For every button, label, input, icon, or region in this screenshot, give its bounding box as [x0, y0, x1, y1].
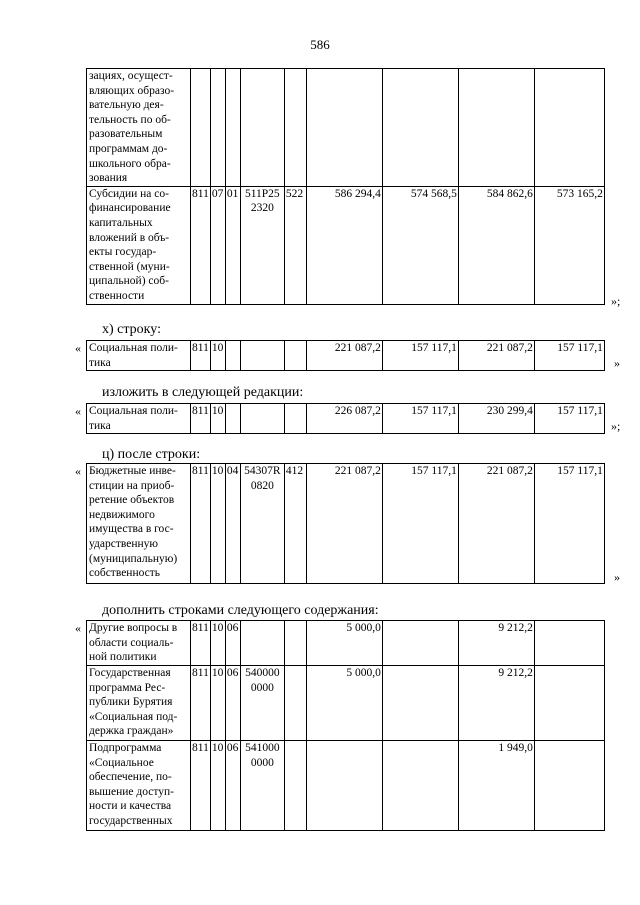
cell-sum-2: 157 117,1	[382, 404, 458, 434]
cell-sum-2: 157 117,1	[382, 341, 458, 371]
cell-sum-4	[534, 621, 604, 666]
cell-line: 511P25	[244, 187, 280, 200]
cell-line: вательную дея-	[89, 99, 164, 112]
closing-quote: »	[614, 356, 620, 370]
cell-line: 0000	[250, 756, 274, 769]
cell-line: зациях, осущест-	[89, 70, 173, 82]
cell-sum-4: 157 117,1	[534, 404, 604, 434]
cell-csr	[240, 464, 284, 584]
cell-sum-4: 573 165,2	[534, 186, 604, 304]
cell-rz: 10	[210, 741, 225, 831]
cell-name	[87, 464, 191, 584]
cell-name	[87, 186, 191, 304]
cell-sum-4	[534, 666, 604, 741]
cell-sum-1: 226 087,2	[306, 404, 382, 434]
budget-table-old-row	[86, 340, 605, 371]
cell-ved: 811	[191, 341, 211, 371]
closing-quote: »;	[611, 294, 621, 308]
cell-vr	[284, 69, 306, 187]
cell-sum-2	[382, 621, 458, 666]
cell-sum-3: 9 212,2	[458, 666, 534, 741]
opening-quote: «	[75, 341, 81, 355]
cell-sum-3: 1 949,0	[458, 741, 534, 831]
cell-line: школьного обра-	[89, 157, 171, 170]
cell-line: «Социальное	[89, 756, 154, 769]
cell-line: публики Бурятия	[89, 696, 173, 709]
cell-line: финансирование	[89, 202, 171, 215]
cell-csr	[240, 404, 284, 434]
cell-line: области социаль-	[89, 636, 174, 649]
cell-line: Подпрограмма	[89, 742, 162, 754]
cell-line: программам до-	[89, 142, 168, 155]
cell-line: Социальная поли-	[89, 342, 178, 354]
cell-name	[87, 404, 191, 434]
cell-line: (муниципальную)	[89, 552, 178, 565]
cell-line: разовательным	[89, 128, 163, 141]
cell-vr: 522	[284, 186, 306, 304]
cell-sum-2	[382, 741, 458, 831]
instruction-add: дополнить строками следующего содержания:	[102, 603, 379, 618]
cell-sum-1	[306, 741, 382, 831]
table-row	[87, 404, 605, 434]
table-row	[87, 186, 605, 304]
instruction-x: х) строку:	[102, 322, 161, 337]
cell-line: государственных	[89, 814, 173, 827]
cell-line: Социальная поли-	[89, 405, 178, 417]
cell-sum-3: 584 862,6	[458, 186, 534, 304]
cell-line: ципальной) соб-	[89, 275, 169, 288]
cell-rz: 10	[210, 621, 225, 666]
cell-ved: 811	[191, 666, 211, 741]
cell-ved	[191, 69, 211, 187]
table-row	[87, 464, 605, 584]
cell-line: недвижимого	[89, 508, 155, 521]
cell-sum-4: 157 117,1	[534, 341, 604, 371]
cell-line: зования	[89, 172, 128, 185]
cell-csr	[240, 69, 284, 187]
cell-sum-1: 5 000,0	[306, 621, 382, 666]
cell-sum-3	[458, 69, 534, 187]
cell-sum-3: 221 087,2	[458, 464, 534, 584]
cell-line: ретение объектов	[89, 494, 175, 507]
cell-csr	[240, 621, 284, 666]
cell-line: Другие вопросы в	[89, 622, 178, 634]
page-number: 586	[310, 37, 330, 52]
cell-ved: 811	[191, 404, 211, 434]
cell-pr: 01	[225, 186, 240, 304]
cell-sum-2: 574 568,5	[382, 186, 458, 304]
cell-line: 0820	[250, 479, 274, 492]
table-row	[87, 621, 605, 666]
cell-sum-3: 230 299,4	[458, 404, 534, 434]
cell-pr: 06	[225, 621, 240, 666]
cell-sum-4	[534, 741, 604, 831]
cell-name	[87, 341, 191, 371]
instruction-ts: ц) после строки:	[102, 447, 201, 462]
cell-line: вышение доступ-	[89, 785, 175, 798]
cell-name	[87, 621, 191, 666]
cell-rz: 10	[210, 464, 225, 584]
cell-line: ности и качества	[89, 800, 172, 813]
cell-vr	[284, 404, 306, 434]
cell-line: собственность	[89, 567, 161, 580]
cell-vr	[284, 341, 306, 371]
cell-line: Бюджетные инве-	[89, 465, 176, 477]
cell-line: «Социальная под-	[89, 710, 178, 723]
table-row	[87, 666, 605, 741]
cell-sum-2	[382, 69, 458, 187]
cell-ved: 811	[191, 621, 211, 666]
cell-sum-4	[534, 69, 604, 187]
cell-pr: 06	[225, 666, 240, 741]
table-row	[87, 341, 605, 371]
cell-rz: 10	[210, 666, 225, 741]
cell-vr	[284, 666, 306, 741]
cell-line: тика	[89, 419, 111, 432]
budget-table-added-rows	[86, 620, 605, 831]
table-row	[87, 69, 605, 187]
cell-ved: 811	[191, 186, 211, 304]
cell-line: екты государ-	[89, 246, 157, 259]
budget-table-continuation	[86, 68, 605, 305]
cell-vr	[284, 621, 306, 666]
cell-rz: 10	[210, 404, 225, 434]
cell-sum-1: 221 087,2	[306, 464, 382, 584]
cell-line: 0000	[250, 681, 274, 694]
budget-table-new-row	[86, 403, 605, 434]
cell-line: 541000	[245, 742, 280, 754]
cell-pr	[225, 404, 240, 434]
cell-line: обеспечение, по-	[89, 771, 172, 784]
cell-line: 54307R	[244, 465, 281, 477]
cell-line: держка граждан»	[89, 725, 174, 738]
cell-line: тельность по об-	[89, 113, 171, 126]
opening-quote: «	[75, 464, 81, 478]
cell-line: программа Рес-	[89, 681, 166, 694]
cell-vr: 412	[284, 464, 306, 584]
cell-sum-2	[382, 666, 458, 741]
cell-sum-2: 157 117,1	[382, 464, 458, 584]
closing-quote: »;	[611, 419, 621, 433]
budget-table-anchor-row	[86, 463, 605, 584]
cell-csr	[240, 741, 284, 831]
cell-name	[87, 69, 191, 187]
cell-csr	[240, 186, 284, 304]
cell-ved: 811	[191, 464, 211, 584]
cell-line: Государственная	[89, 667, 171, 679]
cell-line: ной политики	[89, 651, 157, 664]
opening-quote: «	[75, 621, 81, 635]
cell-sum-1: 221 087,2	[306, 341, 382, 371]
cell-sum-1: 586 294,4	[306, 186, 382, 304]
cell-line: тика	[89, 356, 111, 369]
table-row	[87, 741, 605, 831]
cell-sum-1: 5 000,0	[306, 666, 382, 741]
cell-name	[87, 666, 191, 741]
cell-csr	[240, 666, 284, 741]
cell-line: вляющих образо-	[89, 84, 175, 97]
cell-rz: 07	[210, 186, 225, 304]
cell-line: капитальных	[89, 216, 153, 229]
cell-line: 540000	[245, 667, 280, 679]
closing-quote: »	[614, 570, 620, 584]
cell-pr: 04	[225, 464, 240, 584]
cell-sum-1	[306, 69, 382, 187]
cell-name	[87, 741, 191, 831]
cell-sum-3: 9 212,2	[458, 621, 534, 666]
cell-sum-3: 221 087,2	[458, 341, 534, 371]
cell-line: ственности	[89, 289, 145, 302]
cell-pr	[225, 69, 240, 187]
instruction-replace: изложить в следующей редакции:	[102, 385, 304, 400]
cell-rz	[210, 69, 225, 187]
cell-line: ственной (муни-	[89, 260, 170, 273]
cell-pr: 06	[225, 741, 240, 831]
cell-ved: 811	[191, 741, 211, 831]
cell-vr	[284, 741, 306, 831]
cell-line: ударственную	[89, 537, 158, 550]
cell-line: вложений в объ-	[89, 231, 170, 244]
cell-csr	[240, 341, 284, 371]
cell-line: имущества в гос-	[89, 523, 174, 536]
cell-line: 2320	[250, 202, 274, 215]
cell-rz: 10	[210, 341, 225, 371]
cell-line: Субсидии на со-	[89, 187, 169, 200]
cell-pr	[225, 341, 240, 371]
cell-sum-4: 157 117,1	[534, 464, 604, 584]
opening-quote: «	[75, 404, 81, 418]
cell-line: стиции на приоб-	[89, 479, 175, 492]
